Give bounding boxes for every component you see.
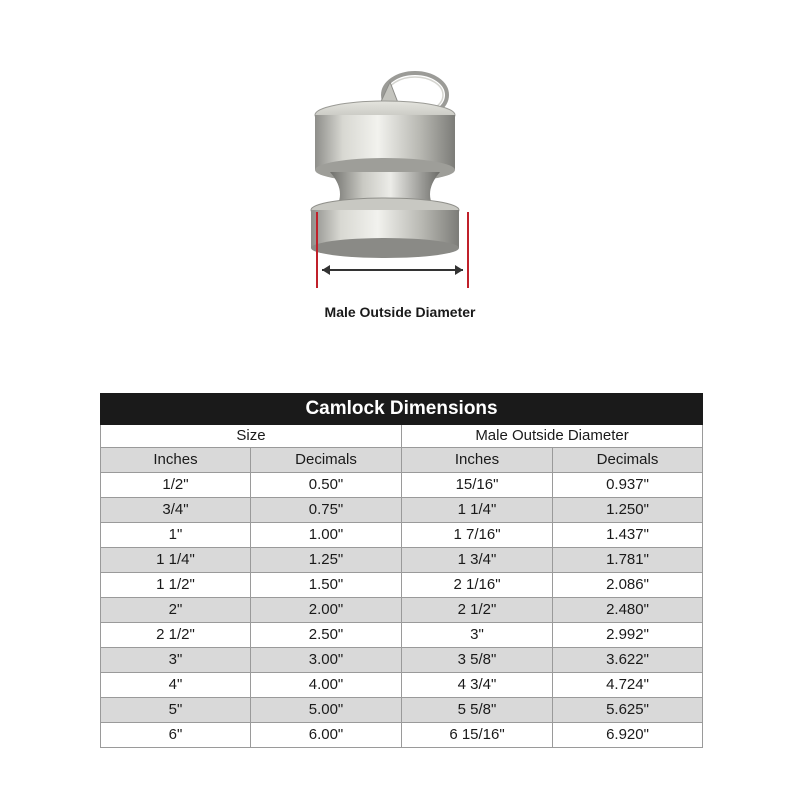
table-row: [101, 548, 703, 573]
table-cell: 1.25": [251, 548, 402, 573]
table-cell: 1 1/4": [402, 498, 553, 523]
table-cell: 1/2": [101, 473, 251, 498]
table-cell: 4 3/4": [402, 673, 553, 698]
table-cell: 2.480": [553, 598, 703, 623]
table-cell: 2 1/2": [402, 598, 553, 623]
table-cell: 2": [101, 598, 251, 623]
table-cell: 5": [101, 698, 251, 723]
table-cell: 2.992": [553, 623, 703, 648]
table-cell: 5 5/8": [402, 698, 553, 723]
table-row: [101, 648, 703, 673]
table-cell: 3/4": [101, 498, 251, 523]
table-cell: 1 1/2": [101, 573, 251, 598]
table-cell: 4.00": [251, 673, 402, 698]
table-cell: 1 7/16": [402, 523, 553, 548]
table-cell: 1": [101, 523, 251, 548]
table-row: [101, 698, 703, 723]
table-title: Camlock Dimensions: [101, 394, 703, 425]
table-cell: 1.250": [553, 498, 703, 523]
table-cell: 3": [402, 623, 553, 648]
table-row: [101, 523, 703, 548]
table-cell: 6": [101, 723, 251, 748]
table-row: [101, 573, 703, 598]
table-cell: 2.00": [251, 598, 402, 623]
table-cell: 3": [101, 648, 251, 673]
table-cell: 15/16": [402, 473, 553, 498]
figure-caption: Male Outside Diameter: [324, 304, 476, 320]
table-cell: 1.50": [251, 573, 402, 598]
table-cell: 1.00": [251, 523, 402, 548]
table-row: [101, 623, 703, 648]
column-header: Inches: [101, 448, 251, 473]
table-cell: 3 5/8": [402, 648, 553, 673]
table-cell: 0.50": [251, 473, 402, 498]
table-cell: 3.00": [251, 648, 402, 673]
column-header: Decimals: [251, 448, 402, 473]
table-row: [101, 598, 703, 623]
group-header-size: Size: [101, 425, 402, 448]
table-cell: 4": [101, 673, 251, 698]
table-row: [101, 723, 703, 748]
product-image: [290, 60, 510, 300]
table-cell: 4.724": [553, 673, 703, 698]
camlock-plug-illustration: [290, 60, 510, 300]
table-cell: 5.00": [251, 698, 402, 723]
table-cell: 3.622": [553, 648, 703, 673]
group-header-male-od: Male Outside Diameter: [402, 425, 703, 448]
table-cell: 6 15/16": [402, 723, 553, 748]
table-cell: 1.437": [553, 523, 703, 548]
table-cell: 5.625": [553, 698, 703, 723]
table-cell: 2.086": [553, 573, 703, 598]
table-cell: 0.937": [553, 473, 703, 498]
table-cell: 6.00": [251, 723, 402, 748]
camlock-dimensions-table: [100, 393, 703, 748]
column-header: Decimals: [553, 448, 703, 473]
table-row: [101, 473, 703, 498]
column-header: Inches: [402, 448, 553, 473]
table-cell: 1 1/4": [101, 548, 251, 573]
table-cell: 0.75": [251, 498, 402, 523]
table-cell: 2 1/2": [101, 623, 251, 648]
table-cell: 1.781": [553, 548, 703, 573]
table-cell: 2 1/16": [402, 573, 553, 598]
table-row: [101, 673, 703, 698]
table-cell: 6.920": [553, 723, 703, 748]
table-row: [101, 498, 703, 523]
table-cell: 1 3/4": [402, 548, 553, 573]
table-cell: 2.50": [251, 623, 402, 648]
